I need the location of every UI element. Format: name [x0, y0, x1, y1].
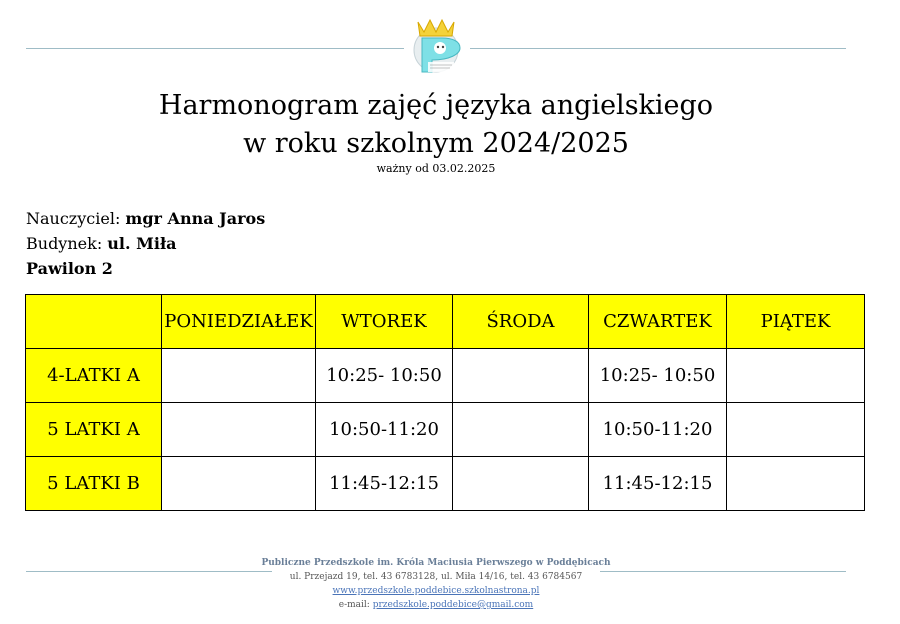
- building-line: [26, 233, 176, 255]
- schedule-cell: [162, 349, 316, 403]
- group-cell: 5 LATKI A: [26, 403, 162, 457]
- pavilion-line: [26, 258, 113, 280]
- teacher-label: Nauczyciel:: [26, 209, 121, 228]
- header-friday: PIĄTEK: [727, 295, 865, 349]
- schedule-cell: [727, 349, 865, 403]
- teacher-name: mgr Anna Jaros: [125, 209, 266, 228]
- footer-email-line: [0, 598, 872, 612]
- teacher-line: [26, 208, 265, 230]
- header-wednesday: ŚRODA: [453, 295, 589, 349]
- schedule-cell: [453, 403, 589, 457]
- page-title-line-2: w roku szkolnym 2024/2025: [243, 128, 629, 159]
- pavilion-name: Pawilon 2: [26, 259, 113, 278]
- schedule-cell: [162, 403, 316, 457]
- email-label: e-mail:: [338, 600, 370, 610]
- schedule-cell: 10:25- 10:50: [316, 349, 453, 403]
- building-name: ul. Miła: [107, 234, 177, 253]
- schedule-cell: [162, 457, 316, 511]
- group-cell: 5 LATKI B: [26, 457, 162, 511]
- email-link[interactable]: przedszkole.poddebice@gmail.com: [372, 600, 534, 610]
- valid-from-note: ważny od 03.02.2025: [376, 162, 496, 175]
- table-row: [26, 457, 865, 511]
- website-link[interactable]: www.przedszkole.poddebice.szkolnastrona.pl: [332, 586, 540, 596]
- schedule-cell: 10:50-11:20: [589, 403, 727, 457]
- group-cell: 4-LATKI A: [26, 349, 162, 403]
- schedule-cell: 11:45-12:15: [589, 457, 727, 511]
- school-name: Publiczne Przedszkole im. Króla Maciusia Pierwszego w Poddębicach: [261, 558, 611, 568]
- header-thursday: CZWARTEK: [589, 295, 727, 349]
- schedule-cell: 10:50-11:20: [316, 403, 453, 457]
- footer-address: ul. Przejazd 19, tel. 43 6783128, ul. Miła 14/16, tel. 43 6784567: [289, 572, 583, 582]
- table-row: [26, 403, 865, 457]
- header-rule-left: [26, 48, 404, 49]
- page-title-line-1: Harmonogram zajęć języka angielskiego: [158, 90, 714, 121]
- footer-school-name: [0, 556, 872, 570]
- header-rule-right: [470, 48, 846, 49]
- crowned-p-logo-icon: [408, 14, 466, 76]
- schedule-cell: [727, 403, 865, 457]
- header-corner-cell: [26, 295, 162, 349]
- footer-website-line: [0, 584, 872, 598]
- schedule-cell: [453, 349, 589, 403]
- table-header-row: [26, 295, 865, 349]
- schedule-cell: 10:25- 10:50: [589, 349, 727, 403]
- header-tuesday: WTOREK: [316, 295, 453, 349]
- schedule-cell: 11:45-12:15: [316, 457, 453, 511]
- header-monday: PONIEDZIAŁEK: [162, 295, 316, 349]
- schedule-cell: [727, 457, 865, 511]
- schedule-table: [25, 294, 865, 511]
- table-row: [26, 349, 865, 403]
- schedule-cell: [453, 457, 589, 511]
- building-label: Budynek:: [26, 234, 103, 253]
